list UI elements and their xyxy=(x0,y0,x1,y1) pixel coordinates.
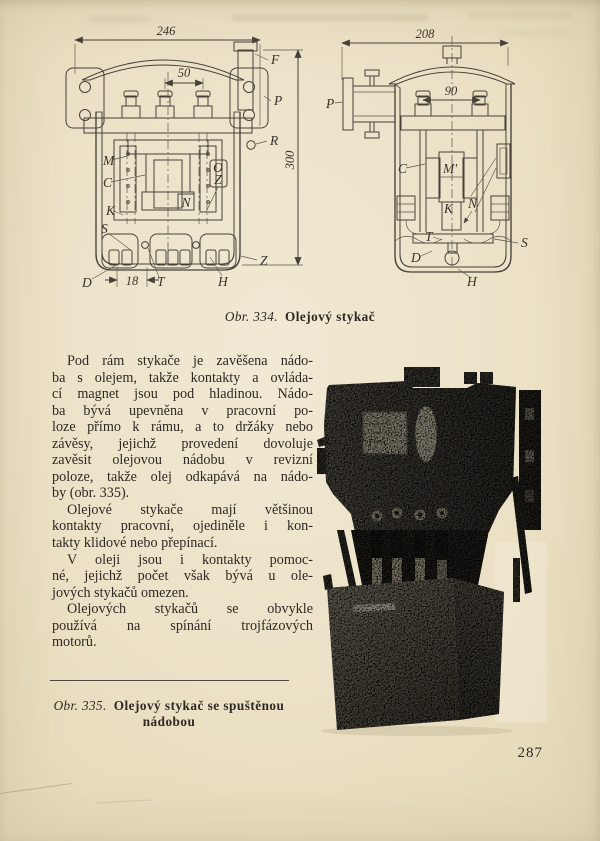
fig334-front-view-drawing xyxy=(58,14,308,306)
text-line: motorů. xyxy=(52,634,97,651)
label-z-box: Z xyxy=(214,172,222,187)
text-line: né, jejichž počet však bývá u ole- xyxy=(52,568,313,585)
text-line: Olejové stykače mají většinou xyxy=(67,501,313,518)
label-f: F xyxy=(271,52,280,67)
label-t: T xyxy=(157,274,165,289)
dim-208: 208 xyxy=(415,27,435,41)
label-n: N xyxy=(181,195,191,210)
label-p: P xyxy=(274,93,283,108)
text-line: cí magnet jsou pod hladinou. Nádo- xyxy=(52,386,313,403)
text-line: ba s olejem, takže kontakty a ovláda- xyxy=(52,369,313,386)
fig334-side-view-drawing xyxy=(325,16,585,294)
label-k: K xyxy=(444,201,454,216)
dim-300: 300 xyxy=(283,150,297,170)
text-line: používá na spínání trojfázových xyxy=(52,617,313,634)
text-line: závěsy, jejichž provedení dovoluje xyxy=(52,435,313,452)
label-t: T xyxy=(425,229,433,244)
fig335-photo xyxy=(317,362,547,737)
dim-50: 50 xyxy=(177,66,191,80)
caption-335-title-line2: nádobou xyxy=(142,713,196,729)
label-s: S xyxy=(101,221,108,236)
dim-90: 90 xyxy=(444,84,458,98)
label-h: H xyxy=(218,274,228,289)
caption-334-title: Olejový stykač xyxy=(284,309,376,324)
caption-335-label: Obr. 335. xyxy=(53,698,107,713)
dim-18: 18 xyxy=(125,274,139,288)
label-m-prime: M' xyxy=(443,161,458,176)
text-line: loze přímo k rámu, a to držáky nebo xyxy=(52,419,313,436)
text-line: by (obr. 335). xyxy=(52,485,130,502)
paper-scratch xyxy=(0,783,71,794)
caption-fig-334 xyxy=(150,309,450,325)
text-line: kontakty pracovní, ojediněle i kon- xyxy=(52,518,313,535)
text-line: ba bývá upevněna v pracovní po- xyxy=(52,402,313,419)
label-p: P xyxy=(326,96,335,111)
text-line: poloze, takže olej odkapává na nádo- xyxy=(52,468,313,485)
page-number: 287 xyxy=(517,745,543,761)
text-line: takty klidové nebo přepínací. xyxy=(52,535,218,552)
label-m: M xyxy=(103,153,115,168)
paper-scratch xyxy=(96,800,152,804)
label-s: S xyxy=(521,235,528,250)
dim-246: 246 xyxy=(156,24,176,38)
label-z: Z xyxy=(260,253,268,268)
text-line: zavěsit olejovou nádobu v revizní xyxy=(52,452,313,469)
label-n: N xyxy=(468,196,478,211)
text-line: jových stykačů omezen. xyxy=(52,584,189,601)
text-line: V oleji jsou i kontakty pomoc- xyxy=(67,551,313,568)
caption-334-label: Obr. 334. xyxy=(224,309,278,324)
text-line: Olejových stykačů se obvykle xyxy=(67,601,313,618)
label-o: O xyxy=(213,160,223,175)
label-c: C xyxy=(398,161,408,176)
text-line: Pod rám stykače je zavěšena nádo- xyxy=(67,353,313,369)
body-text-column xyxy=(52,353,313,651)
caption-335-title: Olejový stykač se spuštěnou xyxy=(113,698,285,713)
label-k: K xyxy=(106,203,116,218)
caption-fig-335 xyxy=(34,698,304,729)
label-c: C xyxy=(103,175,113,190)
footnote-rule xyxy=(50,680,289,681)
label-d: D xyxy=(411,250,421,265)
label-d: D xyxy=(82,275,92,290)
label-r: R xyxy=(270,133,279,148)
label-h: H xyxy=(467,274,477,289)
